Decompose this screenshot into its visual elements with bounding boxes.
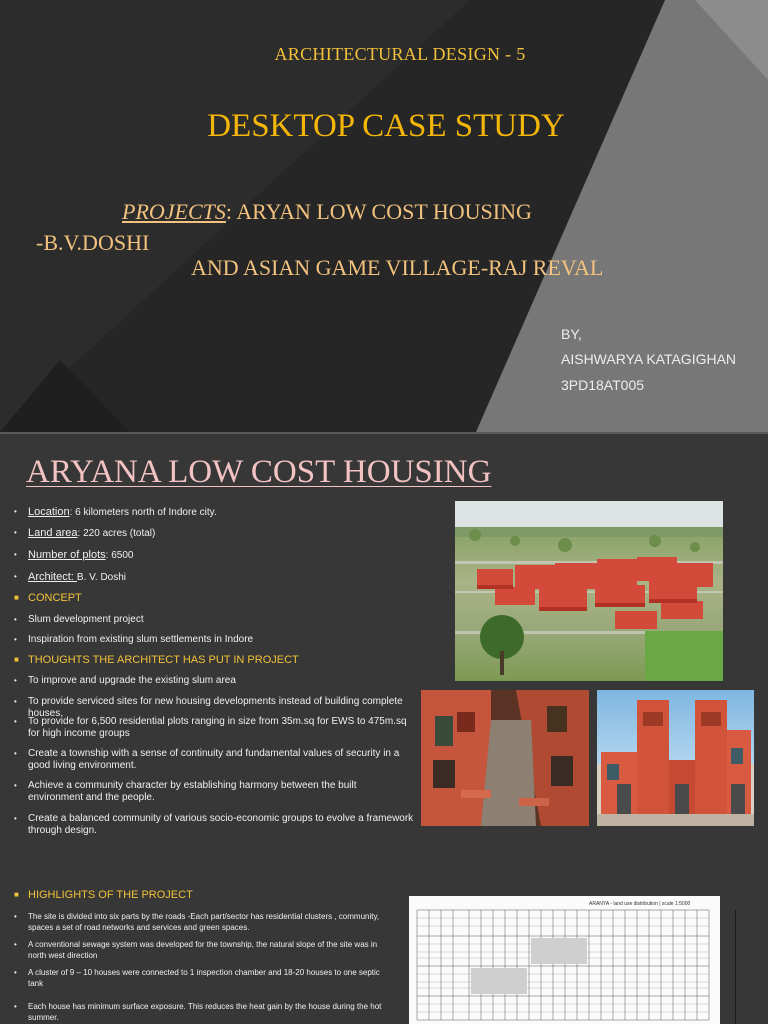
thoughts-heading: ■ THOUGHTS THE ARCHITECT HAS PUT IN PROJECT [14, 654, 299, 666]
highlights-heading: ■ HIGHLIGHTS OF THE PROJECT [14, 889, 193, 901]
thoughts-item: • Achieve a community character by establishing harmony between the built environment and the people. [14, 780, 357, 803]
fact-architect: • Architect: B. V. Doshi [14, 571, 127, 583]
highlights-item: • Each house has minimum surface exposure. This reduces the heat gain by the house during the hot summer. [14, 1002, 382, 1022]
thoughts-item: • To provide serviced sites for new housing developments instead of building complete houses. [14, 696, 403, 719]
concept-item: • Inspiration from existing slum settlements in Indore [14, 634, 254, 645]
slide-title: DESKTOP CASE STUDY [207, 108, 565, 144]
projects-line-3: AND ASIAN GAME VILLAGE-RAJ REVAL [191, 255, 604, 280]
author-name: AISHWARYA KATAGIGHAN [561, 351, 737, 367]
plan-caption: ARANYA - land use distribution | scale 1:5000 [589, 901, 691, 907]
thoughts-item: • To improve and upgrade the existing slum area [14, 675, 236, 686]
author-usn: 3PD18AT005 [561, 377, 645, 393]
tower-photo [597, 690, 754, 826]
course-subtitle: ARCHITECTURAL DESIGN - 5 [274, 44, 526, 64]
projects-line-2: -B.V.DOSHI [36, 230, 150, 255]
projects-line-1 [122, 199, 532, 225]
thoughts-item: • Create a balanced community of various socio-economic groups to evolve a framework through design. [14, 813, 414, 836]
case-study-title: ARYANA LOW COST HOUSING [26, 454, 492, 490]
fact-location: • Location: 6 kilometers north of Indore city. [14, 506, 217, 518]
concept-heading: ■ CONCEPT [14, 592, 82, 604]
alley-photo [421, 690, 589, 826]
highlights-item: • A cluster of 9 – 10 houses were connected to 1 inspection chamber and 18-20 houses to one septic tank [14, 968, 380, 988]
by-label: BY, [561, 326, 582, 342]
divider-line [735, 910, 736, 1024]
title-slide [0, 0, 768, 432]
aerial-photo [455, 501, 723, 681]
thoughts-item: • Create a township with a sense of continuity and fundamental values of security in a good living environment. [14, 748, 400, 771]
fact-plots: • Number of plots: 6500 [14, 549, 134, 561]
highlights-item: • A conventional sewage system was developed for the township, the natural slope of the site was in north west direction [14, 940, 378, 960]
concept-item: • Slum development project [14, 614, 144, 625]
highlights-item: • The site is divided into six parts by the roads -Each part/sector has residential clusters , community, spaces a set of road networks and services and green spaces. [14, 912, 380, 932]
projects-name-1: : ARYAN LOW COST HOUSING [225, 199, 532, 224]
projects-label: PROJECTS [122, 199, 226, 224]
case-study-slide [0, 434, 768, 1024]
thoughts-item: • To provide for 6,500 residential plots ranging in size from 35m.sq for EWS to 475m.sq for high income groups [14, 716, 407, 739]
site-plan-drawing [409, 896, 720, 1024]
fact-land-area: • Land area: 220 acres (total) [14, 527, 156, 539]
